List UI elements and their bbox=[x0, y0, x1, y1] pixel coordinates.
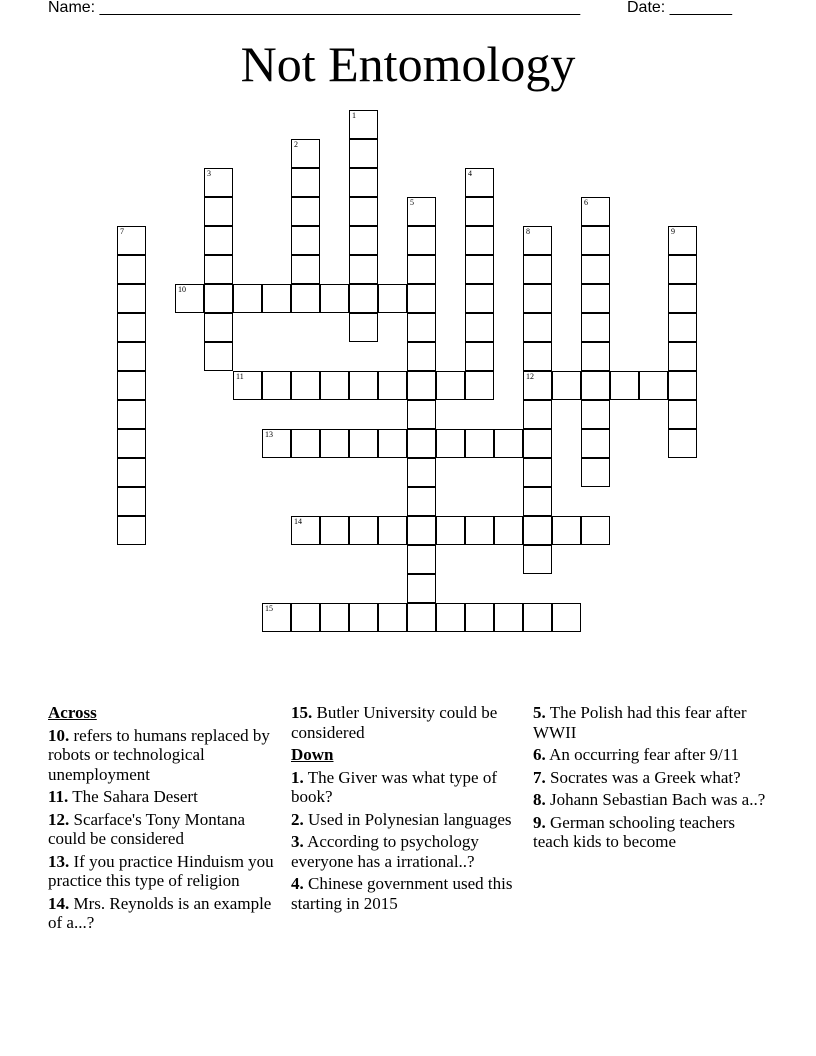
grid-cell bbox=[581, 342, 610, 371]
grid-cell bbox=[668, 371, 697, 400]
down-heading: Down bbox=[291, 745, 334, 764]
grid-cell bbox=[523, 313, 552, 342]
grid-cell bbox=[465, 255, 494, 284]
grid-cell bbox=[523, 487, 552, 516]
clue-across-13: 13. If you practice Hinduism you practice this type of religion bbox=[48, 851, 274, 890]
clue-across-15: 15. Butler University could be considered bbox=[291, 703, 498, 742]
cell-number: 8 bbox=[526, 227, 530, 236]
grid-cell bbox=[291, 516, 320, 545]
grid-cell bbox=[494, 516, 523, 545]
cell-number: 13 bbox=[265, 430, 273, 439]
grid-cell bbox=[436, 429, 465, 458]
grid-cell bbox=[668, 429, 697, 458]
grid-cell bbox=[204, 255, 233, 284]
grid-cell bbox=[494, 603, 523, 632]
grid-cell bbox=[581, 313, 610, 342]
grid-cell bbox=[117, 516, 146, 545]
grid-cell bbox=[378, 516, 407, 545]
grid-cell bbox=[349, 168, 378, 197]
grid-cell bbox=[407, 197, 436, 226]
grid-cell bbox=[262, 284, 291, 313]
grid-cell bbox=[117, 400, 146, 429]
grid-cell bbox=[117, 487, 146, 516]
grid-cell bbox=[668, 226, 697, 255]
grid-cell bbox=[291, 429, 320, 458]
grid-cell bbox=[320, 371, 349, 400]
grid-cell bbox=[465, 313, 494, 342]
grid-cell bbox=[291, 255, 320, 284]
clue-across-11: 11. The Sahara Desert bbox=[48, 787, 198, 806]
grid-cell bbox=[436, 516, 465, 545]
grid-cell bbox=[349, 429, 378, 458]
grid-cell bbox=[523, 429, 552, 458]
grid-cell bbox=[378, 284, 407, 313]
grid-cell bbox=[175, 284, 204, 313]
grid-cell bbox=[407, 255, 436, 284]
grid-cell bbox=[581, 284, 610, 313]
grid-cell bbox=[291, 168, 320, 197]
grid-cell bbox=[320, 603, 349, 632]
grid-cell bbox=[262, 429, 291, 458]
grid-cell bbox=[407, 313, 436, 342]
grid-cell bbox=[291, 226, 320, 255]
grid-cell bbox=[523, 603, 552, 632]
grid-cell bbox=[407, 371, 436, 400]
grid-cell bbox=[291, 371, 320, 400]
clue-down-7: 7. Socrates was a Greek what? bbox=[533, 767, 741, 787]
grid-cell bbox=[117, 284, 146, 313]
grid-cell bbox=[204, 342, 233, 371]
grid-cell bbox=[581, 516, 610, 545]
grid-cell bbox=[204, 168, 233, 197]
grid-cell bbox=[465, 226, 494, 255]
grid-cell bbox=[523, 400, 552, 429]
grid-cell bbox=[523, 284, 552, 313]
clue-down-9: 9. German schooling teachers teach kids to become bbox=[533, 812, 736, 851]
grid-cell bbox=[581, 458, 610, 487]
grid-cell bbox=[349, 139, 378, 168]
cell-number: 12 bbox=[526, 372, 534, 381]
grid-cell bbox=[668, 284, 697, 313]
grid-cell bbox=[233, 371, 262, 400]
grid-cell bbox=[523, 545, 552, 574]
grid-cell bbox=[436, 603, 465, 632]
cell-number: 11 bbox=[236, 372, 244, 381]
grid-cell bbox=[407, 603, 436, 632]
cell-number: 9 bbox=[671, 227, 675, 236]
grid-cell bbox=[378, 429, 407, 458]
grid-cell bbox=[349, 371, 378, 400]
clue-down-1: 1. The Giver was what type of book? bbox=[291, 767, 498, 806]
cell-number: 2 bbox=[294, 140, 298, 149]
grid-cell bbox=[436, 371, 465, 400]
grid-cell bbox=[407, 516, 436, 545]
grid-cell bbox=[552, 516, 581, 545]
grid-cell bbox=[407, 400, 436, 429]
clue-down-6: 6. An occurring fear after 9/11 bbox=[533, 745, 740, 764]
grid-cell bbox=[117, 226, 146, 255]
grid-cell bbox=[523, 226, 552, 255]
cell-number: 1 bbox=[352, 111, 356, 120]
grid-cell bbox=[378, 603, 407, 632]
grid-cell bbox=[523, 516, 552, 545]
grid-cell bbox=[465, 516, 494, 545]
clue-down-8: 8. Johann Sebastian Bach was a..? bbox=[533, 790, 766, 809]
clue-down-5: 5. The Polish had this fear after WWII bbox=[533, 703, 747, 742]
clue-down-3: 3. According to psychology everyone has a irrational..? bbox=[291, 832, 479, 871]
grid-cell bbox=[523, 371, 552, 400]
grid-cell bbox=[639, 371, 668, 400]
grid-cell bbox=[465, 429, 494, 458]
grid-cell bbox=[349, 603, 378, 632]
grid-cell bbox=[320, 516, 349, 545]
grid-cell bbox=[407, 487, 436, 516]
grid-cell bbox=[117, 342, 146, 371]
clue-across-12: 12. Scarface's Tony Montana could be considered bbox=[48, 809, 246, 848]
grid-cell bbox=[320, 429, 349, 458]
clue-down-2: 2. Used in Polynesian languages bbox=[291, 809, 512, 829]
grid-cell bbox=[117, 313, 146, 342]
cell-number: 15 bbox=[265, 604, 273, 613]
cell-number: 5 bbox=[410, 198, 414, 207]
grid-cell bbox=[465, 342, 494, 371]
grid-cell bbox=[465, 603, 494, 632]
grid-cell bbox=[349, 313, 378, 342]
grid-cell bbox=[552, 603, 581, 632]
puzzle-title: Not Entomology bbox=[240, 36, 576, 92]
grid-cell bbox=[349, 516, 378, 545]
grid-cell bbox=[465, 197, 494, 226]
grid-cell bbox=[262, 603, 291, 632]
grid-cell bbox=[349, 110, 378, 139]
grid-cell bbox=[117, 371, 146, 400]
grid-cell bbox=[407, 342, 436, 371]
grid-cell bbox=[668, 400, 697, 429]
grid-cell bbox=[494, 429, 523, 458]
grid-cell bbox=[117, 458, 146, 487]
grid-cell bbox=[668, 342, 697, 371]
grid-cell bbox=[349, 255, 378, 284]
grid-cell bbox=[291, 284, 320, 313]
grid-cell bbox=[581, 197, 610, 226]
grid-cell bbox=[320, 284, 349, 313]
cell-number: 7 bbox=[120, 227, 124, 236]
grid-cell bbox=[407, 458, 436, 487]
clues-column-1 bbox=[48, 703, 280, 936]
grid-cell bbox=[349, 284, 378, 313]
grid-cell bbox=[204, 284, 233, 313]
grid-cell bbox=[349, 197, 378, 226]
grid-cell bbox=[581, 226, 610, 255]
cell-number: 10 bbox=[178, 285, 186, 294]
clue-across-14: 14. Mrs. Reynolds is an example of a...? bbox=[48, 893, 272, 932]
grid-cell bbox=[465, 371, 494, 400]
clues-column-3 bbox=[533, 703, 773, 855]
grid-cell bbox=[407, 226, 436, 255]
date-field-label: Date: _______ bbox=[627, 0, 732, 16]
cell-number: 14 bbox=[294, 517, 302, 526]
grid-cell bbox=[117, 429, 146, 458]
grid-cell bbox=[407, 545, 436, 574]
grid-cell bbox=[204, 197, 233, 226]
grid-cell bbox=[378, 371, 407, 400]
grid-cell bbox=[523, 342, 552, 371]
clue-down-4: 4. Chinese government used this starting in 2015 bbox=[291, 874, 513, 913]
grid-cell bbox=[523, 255, 552, 284]
grid-cell bbox=[610, 371, 639, 400]
grid-cell bbox=[523, 458, 552, 487]
grid-cell bbox=[465, 284, 494, 313]
grid-cell bbox=[204, 226, 233, 255]
grid-cell bbox=[581, 429, 610, 458]
grid-cell bbox=[465, 168, 494, 197]
grid-cell bbox=[552, 371, 581, 400]
grid-cell bbox=[407, 429, 436, 458]
clue-across-10: 10. refers to humans replaced by robots or technological unemployment bbox=[48, 725, 270, 784]
grid-cell bbox=[291, 603, 320, 632]
cell-number: 3 bbox=[207, 169, 211, 178]
grid-cell bbox=[291, 139, 320, 168]
cell-number: 6 bbox=[584, 198, 588, 207]
grid-cell bbox=[581, 371, 610, 400]
across-heading: Across bbox=[48, 703, 97, 722]
grid-cell bbox=[668, 255, 697, 284]
grid-cell bbox=[581, 255, 610, 284]
grid-cell bbox=[204, 313, 233, 342]
grid-cell bbox=[262, 371, 291, 400]
grid-cell bbox=[349, 226, 378, 255]
clues-column-2 bbox=[291, 703, 513, 916]
name-field-label: Name: ______________________________________________________ bbox=[48, 0, 581, 16]
grid-cell bbox=[233, 284, 262, 313]
grid-cell bbox=[581, 400, 610, 429]
grid-cell bbox=[407, 284, 436, 313]
cell-number: 4 bbox=[468, 169, 472, 178]
grid-cell bbox=[407, 574, 436, 603]
grid-cell bbox=[291, 197, 320, 226]
grid-cell bbox=[668, 313, 697, 342]
grid-cell bbox=[117, 255, 146, 284]
